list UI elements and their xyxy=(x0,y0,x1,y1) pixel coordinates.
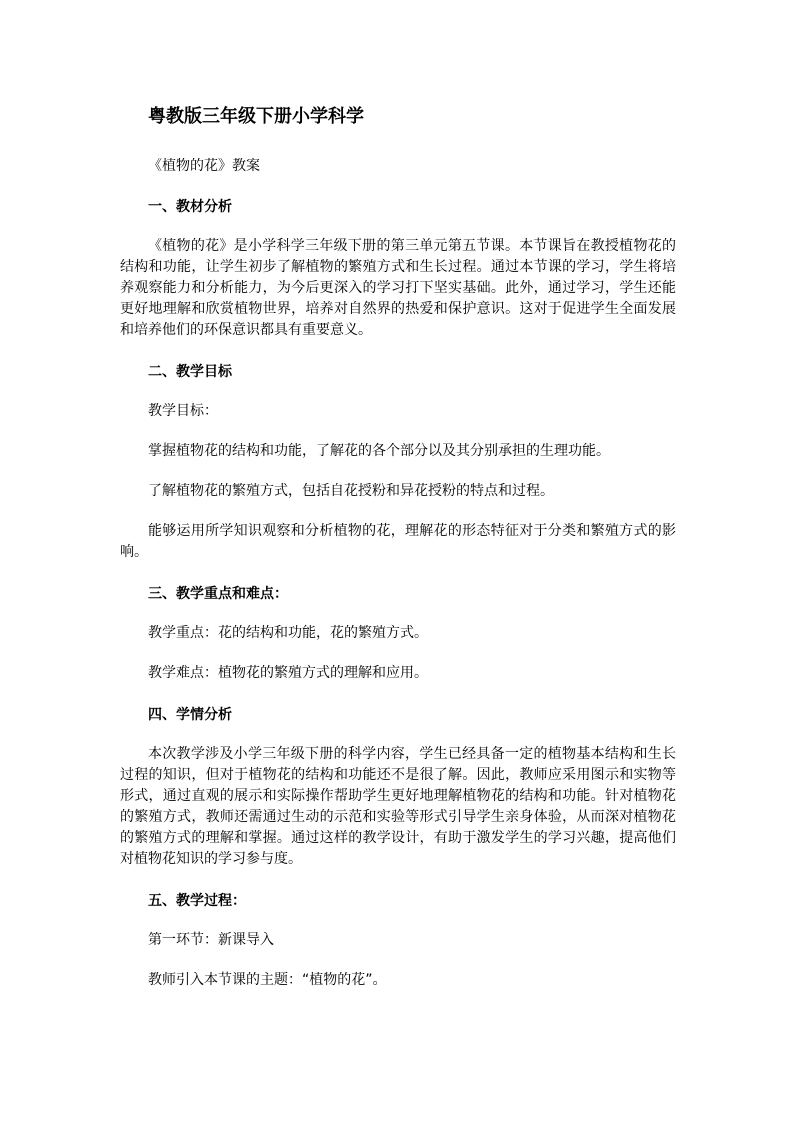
document-subtitle: 《植物的花》教案 xyxy=(148,158,260,174)
paragraph: 教学目标： xyxy=(148,403,218,419)
section-heading-key-points: 三、教学重点和难点： xyxy=(148,586,288,602)
document-title: 粤教版三年级下册小学科学 xyxy=(148,106,364,127)
paragraph: 教学重点：花的结构和功能，花的繁殖方式。 xyxy=(148,625,428,641)
section-heading-textbook-analysis: 一、教材分析 xyxy=(148,199,232,215)
section-heading-learner-analysis: 四、学情分析 xyxy=(148,707,232,723)
paragraph: 教师引入本节课的主题：“植物的花”。 xyxy=(148,972,387,988)
document-body xyxy=(120,104,676,991)
paragraph: 第一环节：新课导入 xyxy=(148,932,274,948)
paragraph: 了解植物花的繁殖方式，包括自花授粉和异花授粉的特点和过程。 xyxy=(148,483,554,499)
section-heading-teaching-goals: 二、教学目标 xyxy=(148,364,232,380)
paragraph: 能够运用所学知识观察和分析植物的花，理解花的形态特征对于分类和繁殖方式的影响。 xyxy=(120,523,676,560)
paragraph: 《植物的花》是小学科学三年级下册的第三单元第五节课。本节课旨在教授植物花的结构和功能，让学生初步了解植物的繁殖方式和生长过程。通过本节课的学习，学生将培养观察能力和分析能力，为今后更深入的学习打下坚实基础。此外，通过学习，学生还能更好地理解和欣赏植物世界，培养对自然界的热爱和保护意识。这对于促进学生全面发展和培养他们的环保意识都具有重要意义。 xyxy=(120,238,676,338)
paragraph: 教学难点：植物花的繁殖方式的理解和应用。 xyxy=(148,665,428,681)
paragraph: 本次教学涉及小学三年级下册的科学内容，学生已经具备一定的植物基本结构和生长过程的知识，但对于植物花的结构和功能还不是很了解。因此，教师应采用图示和实物等形式，通过直观的展示和实际操作帮助学生更好地理解植物花的结构和功能。针对植物花的繁殖方式，教师还需通过生动的示范和实验等形式引导学生亲身体验，从而深对植物花的繁殖方式的理解和掌握。通过这样的教学设计，有助于激发学生的学习兴趣，提高他们对植物花知识的学习参与度。 xyxy=(120,746,676,867)
paragraph: 掌握植物花的结构和功能，了解花的各个部分以及其分别承担的生理功能。 xyxy=(148,443,610,459)
section-heading-teaching-process: 五、教学过程： xyxy=(148,893,246,909)
